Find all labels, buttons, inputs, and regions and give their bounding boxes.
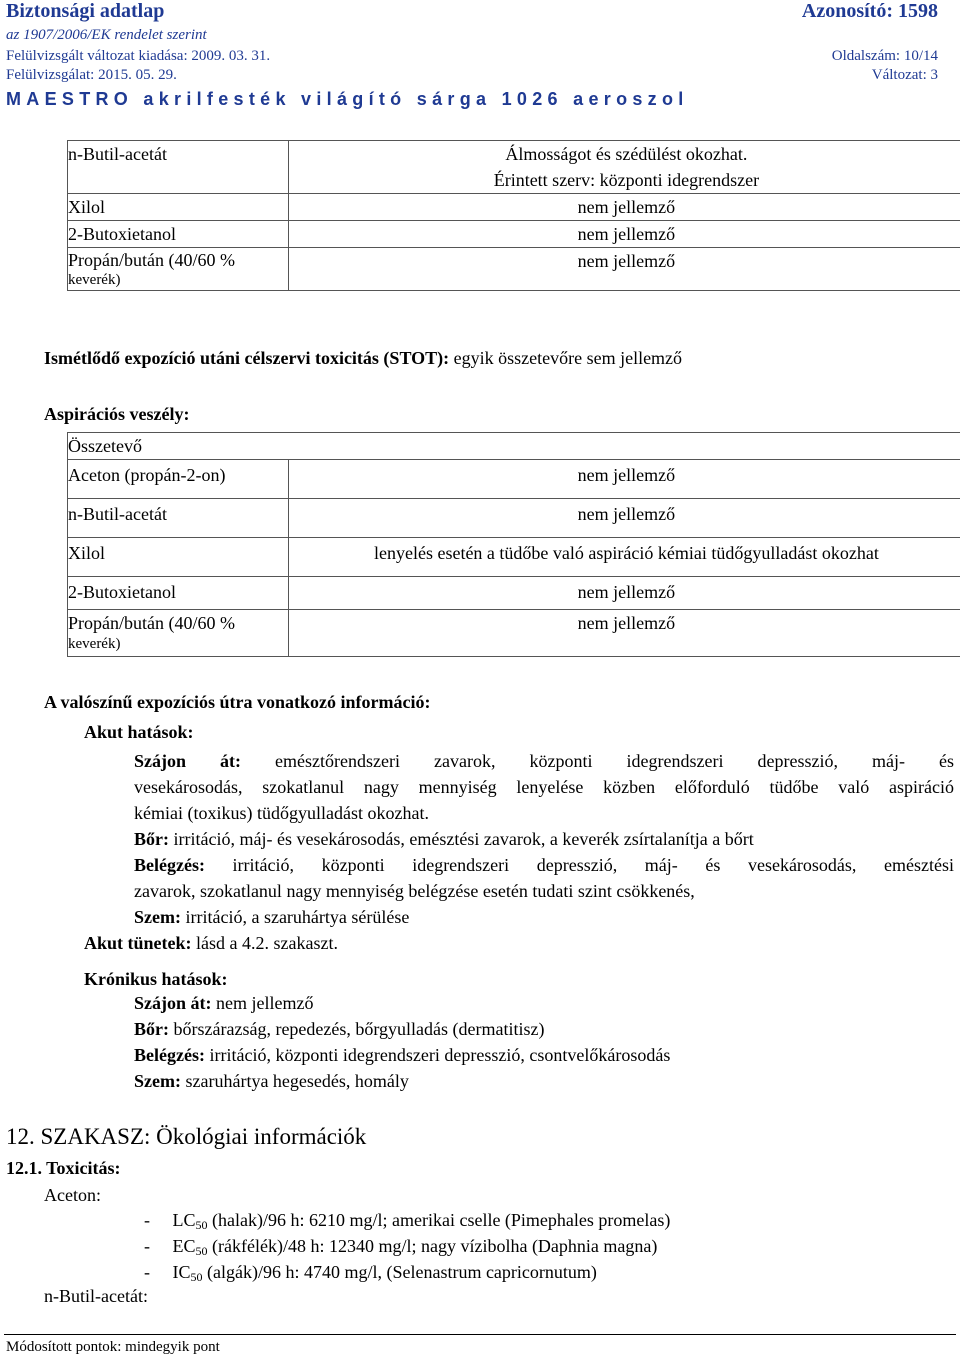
toxicity-item	[144, 1210, 670, 1231]
acute-oral-text: emésztőrendszeri zavarok, központi idegrendszeri depresszió, máj- és	[241, 751, 955, 771]
acute-oral-label: Szájon át:	[134, 751, 242, 771]
acute-eye-label: Szem:	[134, 907, 181, 927]
effect-cell	[288, 610, 960, 657]
stot-repeated-label: Ismétlődő expozíció utáni célszervi toxicitás (STOT):	[44, 348, 450, 368]
document-title: Biztonsági adatlap	[6, 0, 165, 22]
revision-date: Felülvizsgálat: 2015. 05. 29.	[6, 67, 177, 83]
table-header-row	[68, 433, 960, 460]
toxicity-item	[144, 1236, 657, 1257]
effect-text: Álmosságot és szédülést okozhat.	[505, 144, 748, 164]
ingredient-cell	[68, 141, 289, 194]
effect-text: nem jellemző	[577, 197, 676, 217]
ingredient-name: Aceton (propán-2-on)	[68, 465, 226, 485]
toxicity-item-sub: 50	[195, 1244, 208, 1258]
ingredient-name: Xilol	[68, 197, 106, 217]
acute-oral-line-3: kémiai (toxikus) tüdőgyulladást okozhat.	[134, 803, 429, 823]
acute-inhalation-paragraph	[134, 852, 954, 904]
ingredient-name: n-Butil-acetát	[68, 504, 167, 524]
chronic-oral-text: nem jellemző	[211, 993, 314, 1013]
chronic-eye-label: Szem:	[134, 1071, 181, 1091]
list-dash: -	[144, 1210, 150, 1230]
chronic-oral-paragraph	[134, 990, 954, 1016]
footer-divider	[4, 1334, 956, 1335]
effect-text: nem jellemző	[577, 224, 676, 244]
acute-inhalation-line-1	[134, 852, 954, 878]
acute-inhalation-line-2: zavarok, szokatlanul nagy mennyiség belégzése esetén tudati szint csökkenés,	[134, 881, 695, 901]
acute-skin-line	[134, 826, 954, 852]
table-row	[68, 460, 960, 499]
chronic-inhalation-label: Belégzés:	[134, 1045, 205, 1065]
product-name: MAESTRO akrilfesték világító sárga 1026 aeroszol	[6, 89, 689, 109]
stot-repeated-line	[44, 348, 682, 369]
effect-cell	[288, 221, 960, 248]
chronic-effects-heading: Krónikus hatások:	[84, 969, 228, 989]
ingredient-cell	[68, 499, 289, 538]
toxicity-item-text: (algák)/96 h: 4740 mg/l, (Selenastrum capricornutum)	[202, 1262, 597, 1282]
effect-cell	[288, 141, 960, 194]
ingredient-name: 2-Butoxietanol	[68, 224, 176, 244]
toxicity-table	[67, 140, 960, 291]
chronic-eye-text: szaruhártya hegesedés, homály	[180, 1071, 409, 1091]
document-id: Azonosító: 1598	[801, 0, 938, 22]
ingredient-name: keverék)	[68, 636, 121, 652]
toxicity-item-prefix: EC	[172, 1236, 196, 1256]
acute-symptoms-line	[84, 930, 338, 956]
effect-text: nem jellemző	[577, 613, 676, 633]
revision-issue: Felülvizsgált változat kiadása: 2009. 03. 31.	[6, 48, 271, 64]
acute-eye-line	[134, 904, 954, 930]
aceton-label: Aceton:	[44, 1185, 101, 1205]
acute-inhalation-text: irritáció, központi idegrendszeri depresszió, máj- és vesekárosodás, emésztési	[204, 855, 954, 875]
ingredient-cell	[68, 538, 289, 577]
effect-cell	[288, 248, 960, 291]
toxicity-item	[144, 1262, 597, 1283]
ingredient-cell	[68, 610, 289, 657]
chronic-inhalation-text: irritáció, központi idegrendszeri depresszió, csontvelőkárosodás	[204, 1045, 671, 1065]
chronic-eye-line	[134, 1068, 954, 1094]
ingredient-name: Propán/bután (40/60 %	[68, 250, 235, 270]
effect-cell	[288, 538, 960, 577]
effect-text: Érintett szerv: központi idegrendszer	[493, 170, 760, 190]
effect-cell	[288, 499, 960, 538]
acute-inhalation-label: Belégzés:	[134, 855, 205, 875]
acute-oral-line-2: vesekárosodás, szokatlanul nagy mennyiség lenyelése közben előforduló tüdőbe való aspiráció	[134, 777, 954, 797]
page-number: Oldalszám: 10/14	[831, 48, 938, 64]
table-row	[68, 538, 960, 577]
effect-text: nem jellemző	[577, 251, 676, 271]
ingredient-cell	[68, 194, 289, 221]
toxicity-item-sub: 50	[195, 1218, 208, 1232]
table-row	[68, 221, 960, 248]
effect-text: nem jellemző	[577, 465, 676, 485]
ingredient-name: n-Butil-acetát	[68, 144, 167, 164]
effect-cell	[288, 577, 960, 610]
ingredient-name: Propán/bután (40/60 %	[68, 613, 235, 633]
effect-cell	[288, 460, 960, 499]
aspiration-table	[67, 432, 960, 657]
effect-text: nem jellemző	[577, 504, 676, 524]
chronic-skin-line	[134, 1016, 954, 1042]
stot-repeated-value: egyik összetevőre sem jellemző	[449, 348, 683, 368]
footer-text: Módosított pontok: mindegyik pont	[6, 1339, 220, 1355]
list-dash: -	[144, 1262, 150, 1282]
section-12-title: 12. SZAKASZ: Ökológiai információk	[6, 1124, 367, 1149]
toxicity-item-text: (rákfélék)/48 h: 12340 mg/l; nagy vízibolha (Daphnia magna)	[207, 1236, 658, 1256]
column-header-cell	[68, 433, 960, 460]
ingredient-cell	[68, 248, 289, 291]
acute-oral-line-1	[134, 748, 954, 774]
acute-symptoms-label: Akut tünetek:	[84, 933, 192, 953]
table-row	[68, 499, 960, 538]
table-row	[68, 141, 960, 194]
chronic-skin-label: Bőr:	[134, 1019, 169, 1039]
acute-skin-text: irritáció, máj- és vesekárosodás, emésztési zavarok, a keverék zsírtalanítja a bőrt	[169, 829, 754, 849]
chronic-inhalation-paragraph	[134, 1042, 954, 1068]
chronic-eye-paragraph	[134, 1068, 954, 1094]
effect-text: nem jellemző	[577, 582, 676, 602]
chronic-skin-text: bőrszárazság, repedezés, bőrgyulladás (dermatitisz)	[169, 1019, 545, 1039]
list-dash: -	[144, 1236, 150, 1256]
acute-skin-paragraph	[134, 826, 954, 852]
toxicity-item-prefix: LC	[172, 1210, 196, 1230]
acute-eye-text: irritáció, a szaruhártya sérülése	[180, 907, 410, 927]
acute-oral-paragraph	[134, 748, 954, 826]
toxicity-item-prefix: IC	[172, 1262, 191, 1282]
effect-cell	[288, 194, 960, 221]
table-row	[68, 610, 960, 657]
ingredient-cell	[68, 577, 289, 610]
chronic-skin-paragraph	[134, 1016, 954, 1042]
chronic-inhalation-line	[134, 1042, 954, 1068]
butil-acetat-label: n-Butil-acetát:	[44, 1286, 148, 1306]
toxicity-item-sub: 50	[190, 1270, 203, 1284]
ingredient-name: 2-Butoxietanol	[68, 582, 176, 602]
acute-effects-heading: Akut hatások:	[84, 722, 194, 742]
ingredient-cell	[68, 221, 289, 248]
chronic-oral-label: Szájon át:	[134, 993, 212, 1013]
version: Változat: 3	[871, 67, 938, 83]
effect-text: lenyelés esetén a tüdőbe való aspiráció kémiai tüdőgyulladást okozhat	[373, 543, 879, 563]
ingredient-name: Xilol	[68, 543, 106, 563]
column-header: Összetevő	[68, 436, 142, 456]
table-row	[68, 194, 960, 221]
section-12-1-title: 12.1. Toxicitás:	[6, 1158, 121, 1178]
toxicity-item-text: (halak)/96 h: 6210 mg/l; amerikai cselle (Pimephales promelas)	[207, 1210, 671, 1230]
ingredient-name: keverék)	[68, 272, 121, 288]
table-row	[68, 248, 960, 291]
aspiration-heading: Aspirációs veszély:	[44, 404, 190, 424]
exposure-heading: A valószínű expozíciós útra vonatkozó információ:	[44, 692, 431, 712]
ingredient-cell	[68, 460, 289, 499]
acute-symptoms-text: lásd a 4.2. szakaszt.	[191, 933, 338, 953]
acute-eye-paragraph	[134, 904, 954, 930]
acute-skin-label: Bőr:	[134, 829, 169, 849]
chronic-oral-line	[134, 990, 954, 1016]
regulation-reference: az 1907/2006/EK rendelet szerint	[6, 27, 207, 43]
table-row	[68, 577, 960, 610]
